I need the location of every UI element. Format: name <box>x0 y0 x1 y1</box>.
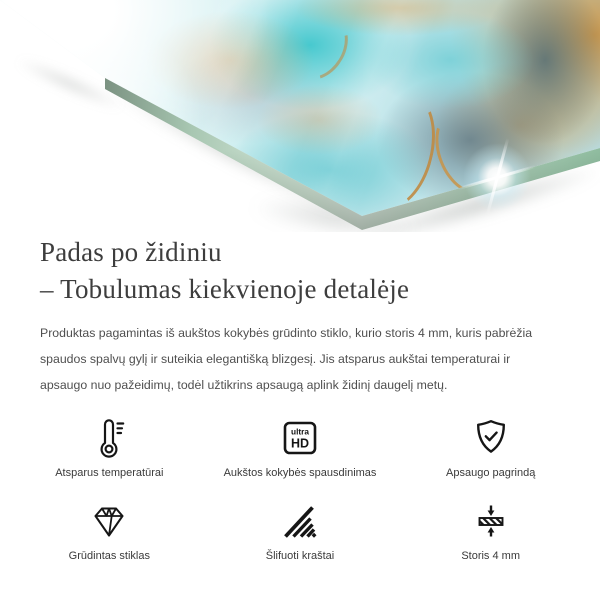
feature-polished-edges <box>205 493 396 562</box>
product-description-section <box>0 232 600 398</box>
feature-label: Grūdintas stiklas <box>68 550 150 562</box>
polished-edges-icon <box>278 493 322 543</box>
page-title-line2: – Tobulumas kiekvienoje detalėje <box>40 274 410 304</box>
feature-thickness <box>395 493 586 562</box>
thermometer-icon <box>87 410 131 460</box>
feature-label: Šlifuoti kraštai <box>265 550 335 562</box>
diamond-icon <box>87 493 131 543</box>
feature-print-quality <box>205 410 396 479</box>
shield-check-icon <box>469 410 513 460</box>
feature-label: Apsaugo pagrindą <box>446 467 536 479</box>
svg-text:ultra: ultra <box>290 426 309 437</box>
thickness-icon <box>469 493 513 543</box>
product-description: Produktas pagamintas iš aukštos kokybės grūdinto stiklo, kurio storis 4 mm, kuris pabrėžia spaudos spalvų gylį ir suteikia elegantišką blizgesį. Jis atsparus aukštai temperaturai ir apsaugo nuo pažeidimų, todėl užtikrins apsaugą aplink židinį daugelį metų. <box>40 326 533 392</box>
feature-heat-resistant <box>14 410 205 479</box>
product-photo <box>0 0 600 232</box>
sparkle-glint <box>457 137 537 217</box>
ultra-hd-icon <box>278 410 322 460</box>
feature-label: Storis 4 mm <box>461 550 520 562</box>
feature-base-protection <box>395 410 586 479</box>
page-title-line1: Padas po židiniu <box>40 237 222 267</box>
feature-label: Atsparus temperatūrai <box>55 467 164 479</box>
page-title <box>40 232 560 308</box>
svg-text:HD: HD <box>290 436 310 451</box>
feature-label: Aukštos kokybės spausdinimas <box>223 467 377 479</box>
feature-tempered-glass <box>14 493 205 562</box>
feature-grid <box>14 410 586 562</box>
